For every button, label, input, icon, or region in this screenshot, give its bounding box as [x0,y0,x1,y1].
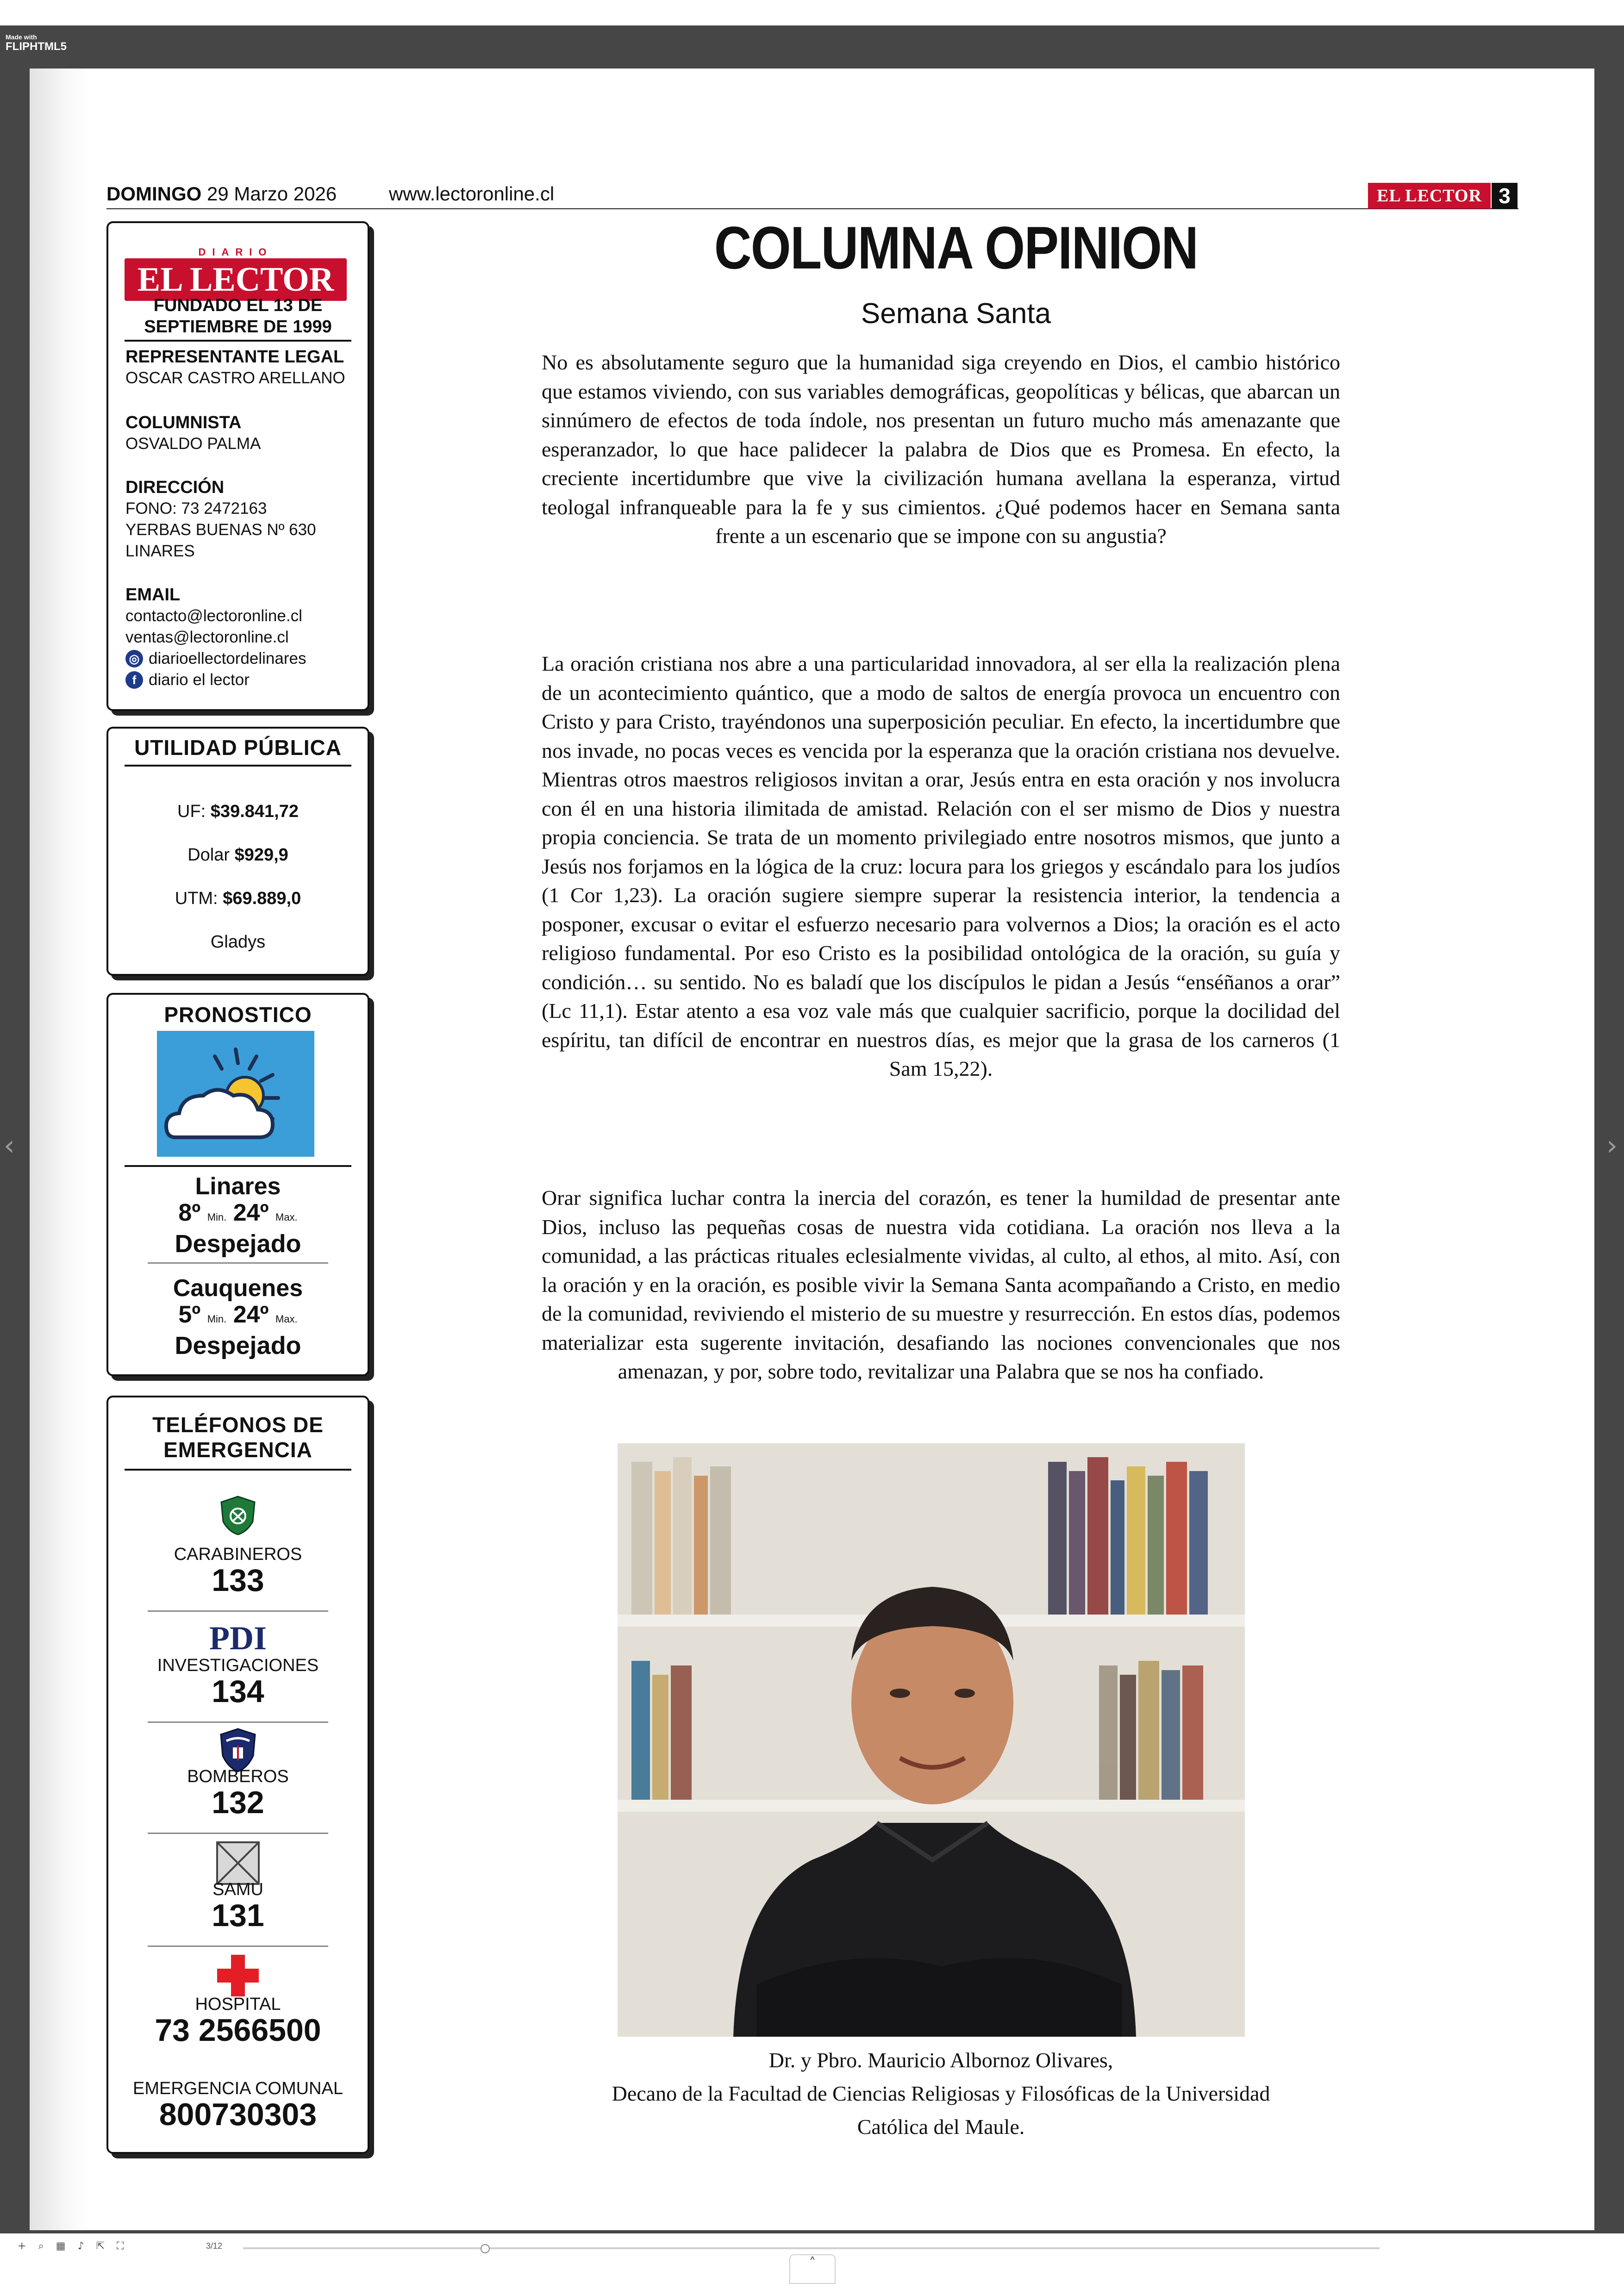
dolar-value: $929,9 [234,845,288,865]
header-logo: EL LECTOR [1368,183,1491,209]
public-utility-box [106,727,369,976]
issue-date-text: 29 Marzo 2026 [207,183,337,205]
emergency-row-divider [148,1610,328,1612]
max-temp: 24º [233,1301,269,1328]
utility-divider [125,765,351,767]
author-portrait-photo [618,1443,1245,2037]
sound-icon[interactable]: ♪ [77,2240,84,2252]
article-title: COLUMNA OPINION [714,214,1198,281]
max-label: Max. [275,1211,298,1223]
facebook-handle: diario el lector [149,671,250,689]
columnist [125,412,357,455]
caption-line: Decano de la Facultad de Ciencias Religiosas y Filosóficas de la Universidad [612,2082,1270,2105]
max-label: Max. [275,1313,298,1325]
min-label: Min. [207,1211,227,1223]
page-slider-track[interactable] [243,2247,1380,2249]
instagram-handle: diarioellectordelinares [149,649,306,667]
emergency-phones-box [106,1396,369,2154]
address-line: FONO: 73 2472163 [125,499,267,518]
email-sales[interactable]: ventas@lectoronline.cl [125,628,289,646]
emergency-number: 131 [212,1898,264,1933]
prev-page-chevron-icon[interactable]: ‹ [4,1129,15,1162]
city-name: Cauquenes [173,1275,303,1302]
emergency-number: 73 2566500 [155,2013,321,2048]
emergency-row-divider [148,1946,328,1947]
utm-label: UTM: [175,889,218,908]
emergency-item-comunal[interactable] [108,2079,368,2131]
header-rule [106,208,1518,209]
emergency-divider [125,1469,351,1471]
address-label: DIRECCIÓN [125,478,225,497]
emergency-label: BOMBEROS [187,1767,289,1786]
emergency-title-line-2: EMERGENCIA [163,1438,312,1462]
search-icon[interactable]: ⌕ [38,2240,44,2252]
samu-image-placeholder-icon [216,1841,260,1885]
issue-date [106,183,337,205]
logo-wordmark: EL LECTOR [125,258,347,301]
legal-name: OSCAR CASTRO ARELLANO [125,369,345,387]
forecast-city [108,1173,368,1257]
emergency-row-divider [148,1721,328,1723]
brand-made-with: Made with [6,33,37,41]
photo-caption [542,2044,1340,2144]
uf-row [108,802,368,822]
contact-emails [125,584,357,691]
founded-note [118,295,358,337]
page-spine-shadow [30,69,90,2230]
emergency-label: EMERGENCIA COMUNAL [133,2079,343,2098]
emergency-title-line-1: TELÉFONOS DE [152,1413,324,1437]
masthead-box [106,221,369,711]
page-slider-handle[interactable] [481,2244,490,2253]
article-paragraph: La oración cristiana nos abre a una particularidad innovadora, al ser ella la realización plena de un acontecimiento quántico, que a modo de saltos de energía provoca un encuentro con Cristo y para Cristo, trayéndonos una superposición peculiar. En efecto, la incertidumbre que nos invade, no pocas veces es vencida por la esperanza que la oración cristiana nos devuelve. Mientras otros maestros religiosos invitan a orar, Jesús entra en esta oración y nos involucra con él en una historia ilimitada de amistad. Relación con el ser mismo de Dios y nuestra propia conciencia. Se trata de un momento privilegiado entre nosotros mismos, que junto a Jesús nos forjamos en la lógica de la cruz: locura para los griegos y escándalo para los judíos (1 Cor 1,23). La oración sugiere siempre superar la resistencia interior, la tendencia a posponer, excusar o evitar el esfuerzo necesario para volvernos a Dios; la oración es el acto religioso fundamental. Por eso Cristo es la posibilidad ontológica de la oración, su guía y condición… su sentido. No es baladí que los discípulos le pidan a Jesús “enséñanos a orar” (Lc 11,1). Estar atento a esa voz vale más que cualquier sacrificio, porque la docilidad del espíritu, tan difícil de encontrar en nuestros días, es mejor que la grasa de los carneros (1 Sam 15,22). [542,652,1340,1080]
legal-representative [125,346,357,389]
share-icon[interactable]: ⇱ [96,2240,105,2252]
forecast-box [106,993,369,1376]
forecast-divider [125,1165,351,1167]
address-line: YERBAS BUENAS Nº 630 [125,521,316,539]
instagram-icon: ◎ [125,650,143,667]
next-page-chevron-icon[interactable]: › [1606,1129,1618,1162]
article-paragraph: No es absolutamente seguro que la humanidad siga creyendo en Dios, el cambio histórico que estamos viviendo, con sus variables demográficas, geopolíticas y bélicas, que abarcan un sinnúmero de efectos de toda índole, nos presentan un futuro mucho más amenazante que esperanzador, lo que hace palidecer la palabra de Dios que es Promesa. En efecto, la creciente incertidumbre que vive la civilización humana avellana la esperanza, virtud teologal infranqueable para la fe y sus cimientos. ¿Qué podemos hacer en Semana santa frente a un escenario que se impone con su angustia? [542,350,1340,548]
city-temps [108,1200,368,1230]
founded-line-2: SEPTIEMBRE DE 1999 [144,317,332,337]
article-paragraph: Orar significa luchar contra la inercia del corazón, es tener la humildad de presentar ante Dios, incluso las pequeñas cosas de nuestra vida cotidiana. La oración nos lleva a la comunidad, a las prácticas rituales eclesialmente vividas, al culto, al ethos, al mito. Así, con la oración y en la oración, es posible vivir la Semana Santa acompañando a Cristo, en medio de la comunidad, reviviendo el misterio de su muestre y resurrección. En estos días, podemos materializar esta sugerente invitación, desafiando las nociones convencionales que nos amenazan, y por, sobre todo, revitalizar una Palabra que se nos ha confiado. [542,1186,1340,1383]
pdi-logo: PDI [209,1620,267,1657]
emergency-row-divider [148,1833,328,1834]
fullscreen-icon[interactable]: ⛶ [117,2240,124,2252]
emergency-label: HOSPITAL [195,1995,281,2014]
emergency-item-samu[interactable] [108,1880,368,1932]
emergency-label: SAMU [212,1880,263,1899]
address [125,477,357,562]
partly-cloudy-icon [157,1031,314,1157]
forecast-title: PRONOSTICO [164,1003,312,1027]
instagram-row[interactable] [125,648,357,669]
city-name: Linares [195,1173,281,1200]
site-url[interactable]: www.lectoronline.cl [389,183,555,205]
address-line: LINARES [125,542,195,560]
masthead-divider [125,340,351,342]
emergency-title [108,1412,368,1462]
page-number: 3 [1492,183,1518,209]
article-subtitle: Semana Santa [861,298,1051,330]
carabineros-shield-icon [219,1495,257,1536]
emergency-number: 133 [212,1563,264,1598]
uf-label: UF: [177,802,206,821]
dolar-label: Dolar [187,845,230,865]
caption-line: Dr. y Pbro. Mauricio Albornoz Olivares, [768,2048,1113,2072]
forecast-city-divider [148,1262,328,1264]
expand-toolbar-chevron-up-icon[interactable]: ˄ [789,2254,836,2284]
emergency-number: 800730303 [159,2097,317,2132]
min-label: Min. [207,1313,227,1325]
red-cross-icon [215,1953,261,1998]
el-lector-logo [125,246,347,301]
min-temp: 8º [178,1199,201,1226]
brand-name: FLIPHTML5 [6,40,67,53]
city-temps [108,1302,368,1332]
emergency-number: 134 [212,1674,264,1709]
uf-value: $39.841,72 [210,802,299,821]
founded-line-1: FUNDADO EL 13 DE [153,296,323,315]
caption-line: Católica del Maule. [857,2115,1025,2139]
emergency-item-carabineros[interactable] [108,1545,368,1597]
columnist-name: OSVALDO PALMA [125,435,261,453]
utm-row [108,889,368,909]
max-temp: 24º [233,1199,269,1226]
fliphtml5-brand[interactable] [6,33,67,53]
viewer-toolbar [18,2240,124,2252]
emergency-item-hospital[interactable] [108,1995,368,2046]
forecast-city [108,1275,368,1359]
min-temp: 5º [178,1301,201,1328]
emergency-number: 132 [212,1785,264,1820]
facebook-row[interactable] [125,669,357,691]
city-condition: Despejado [175,1230,301,1258]
dolar-row [108,845,368,865]
facebook-icon: f [125,671,143,689]
utility-note: Gladys [210,932,266,952]
issue-day: DOMINGO [106,183,202,205]
bomberos-shield-icon [217,1727,259,1773]
zoom-in-icon[interactable]: + [18,2240,26,2252]
emergency-item-bomberos[interactable] [108,1767,368,1819]
logo-diario-label: DIARIO [198,246,273,258]
page-indicator: 3/12 [206,2241,223,2251]
email-label: EMAIL [125,585,181,605]
emergency-label: INVESTIGACIONES [157,1656,319,1675]
emergency-item-pdi[interactable] [108,1656,368,1708]
legal-label: REPRESENTANTE LEGAL [125,347,344,367]
emergency-label: CARABINEROS [174,1545,302,1564]
utility-title: UTILIDAD PÚBLICA [134,736,342,760]
columnist-label: COLUMNISTA [125,413,242,432]
viewer-top-strip [0,0,1624,25]
city-condition: Despejado [175,1332,301,1360]
thumbnails-icon[interactable]: ▦ [56,2240,66,2252]
utm-value: $69.889,0 [223,889,301,908]
email-contact[interactable]: contacto@lectoronline.cl [125,607,302,625]
